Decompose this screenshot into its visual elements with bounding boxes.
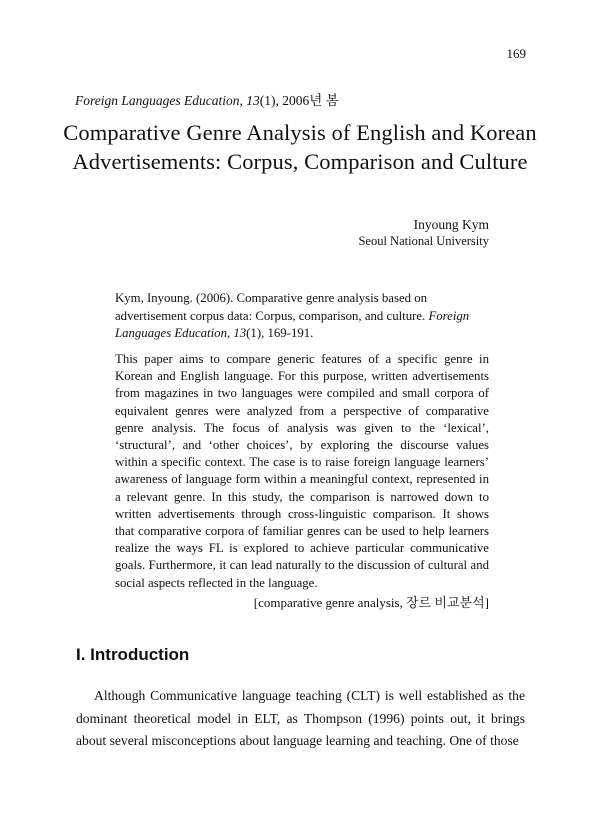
citation-sep: , (226, 326, 234, 340)
citation-rest: (1), 169-191. (246, 326, 314, 340)
citation-volume: 13 (233, 326, 247, 340)
page-number: 169 (506, 46, 526, 61)
author-affiliation: Seoul National University (358, 234, 489, 248)
body-paragraph: Although Communicative language teaching (CLT) is well established as the dominant theoretical model in ELT, as Thompson (1996) points out, it brings about several misconceptions about language learning and teaching. One of those (76, 688, 525, 748)
abstract: This paper aims to compare generic features of a specific genre in Korean and English language. For this purpose, written advertisements from magazines in two languages were compiled and small corpora of equivalent genres were analyzed from a perspective of comparative genre analysis. The focus of analysis was given to the ‘lexical’, ‘structural’, and ‘other choices’, by exploring the discourse values within a specific context. The case is to raise foreign language learners’ awareness of language form within a meaningful context, represented in a relevant genre. In this study, the comparison is narrowed down to written advertisements through cross-linguistic comparison. It shows that comparative corpora of familiar genres can be used to help learners realize the ways FL is explored to achieve particular communicative goals. Furthermore, it can lead naturally to the discussion of cultural and social aspects reflected in the language. (115, 352, 489, 590)
section-heading: I. Introduction (76, 645, 190, 664)
paper-title: Comparative Genre Analysis of English and Korean Advertisements: Corpus, Comparison and Culture (63, 120, 537, 174)
author-name: Inyoung Kym (413, 217, 489, 232)
journal-sep: , (239, 93, 247, 108)
journal-issue: (1), 2006년 봄 (259, 93, 339, 108)
journal-volume: 13 (246, 93, 260, 108)
journal-reference (75, 89, 339, 109)
citation-prefix: Kym, Inyoung. (2006). Comparative genre analysis based on advertisement corpus data: Corpus, comparison, and culture. (115, 291, 429, 323)
keywords: [comparative genre analysis, 장르 비교분석] (253, 595, 489, 610)
citation-journal: Foreign Languages Education (115, 308, 470, 340)
citation (115, 290, 490, 343)
journal-name: Foreign Languages Education (75, 93, 240, 108)
